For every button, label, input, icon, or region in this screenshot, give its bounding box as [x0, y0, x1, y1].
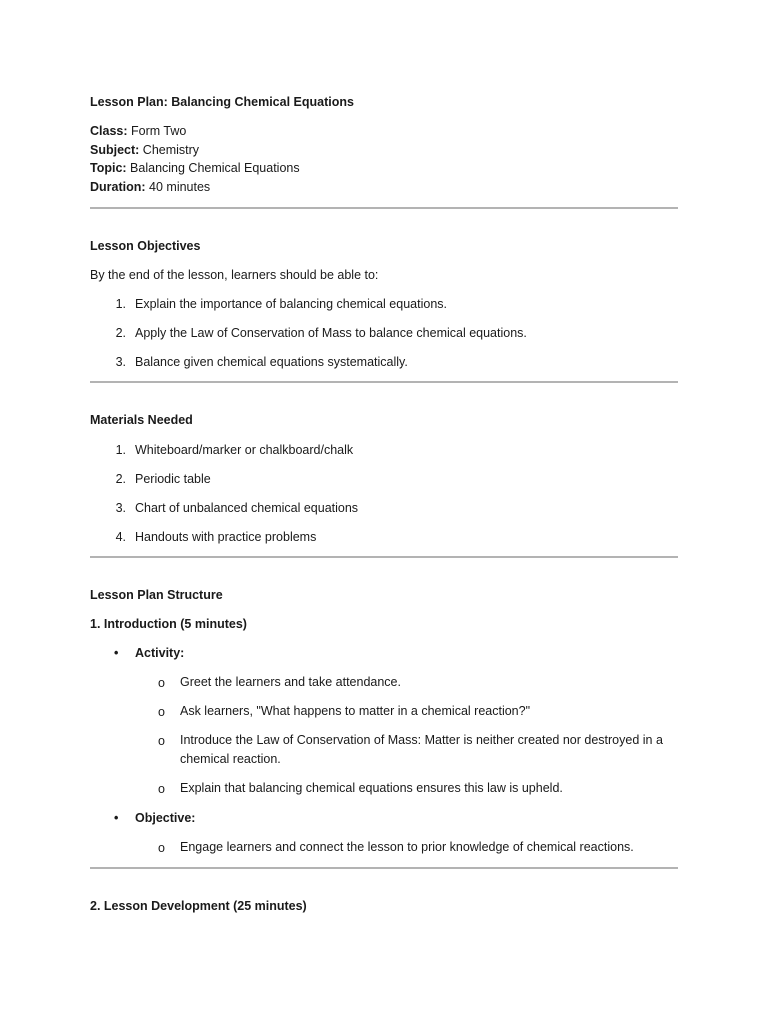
list-item: Ask learners, "What happens to matter in a chemical reaction?" — [180, 704, 531, 718]
introduction-heading: 1. Introduction (5 minutes) — [90, 617, 247, 631]
objectives-intro: By the end of the lesson, learners should be able to: — [90, 268, 379, 282]
meta-class — [90, 123, 186, 139]
list-item: Handouts with practice problems — [135, 530, 317, 544]
list-item: Whiteboard/marker or chalkboard/chalk — [135, 443, 354, 457]
list-item: Periodic table — [135, 472, 211, 486]
list-item: Explain that balancing chemical equations ensures this law is upheld. — [180, 781, 563, 795]
meta-topic-label: Topic: — [90, 161, 127, 175]
list-number: 4. — [115, 530, 126, 544]
meta-subject-value: Chemistry — [139, 143, 200, 157]
section-divider — [90, 867, 678, 869]
bullet-marker: • — [114, 646, 119, 660]
sub-bullet-marker: o — [158, 705, 165, 719]
list-number: 3. — [115, 355, 126, 369]
document-title: Lesson Plan: Balancing Chemical Equations — [90, 95, 354, 109]
list-item: Greet the learners and take attendance. — [180, 675, 401, 689]
meta-duration — [90, 179, 210, 195]
structure-heading: Lesson Plan Structure — [90, 588, 223, 602]
development-heading: 2. Lesson Development (25 minutes) — [90, 899, 307, 913]
sub-bullet-marker: o — [158, 841, 165, 855]
meta-subject-label: Subject: — [90, 143, 140, 157]
bullet-marker: • — [114, 811, 119, 825]
activity-label: Activity: — [135, 646, 185, 660]
sub-bullet-marker: o — [158, 676, 165, 690]
meta-class-value: Form Two — [127, 124, 187, 138]
list-number: 2. — [115, 472, 126, 486]
meta-topic — [90, 160, 300, 176]
list-item: Engage learners and connect the lesson to prior knowledge of chemical reactions. — [180, 840, 634, 854]
list-item: Chart of unbalanced chemical equations — [135, 501, 359, 515]
section-divider — [90, 556, 678, 558]
meta-topic-value: Balancing Chemical Equations — [126, 161, 300, 175]
list-item: Explain the importance of balancing chemical equations. — [135, 297, 447, 311]
section-divider — [90, 207, 678, 209]
section-divider — [90, 381, 678, 383]
meta-subject — [90, 142, 199, 158]
materials-heading: Materials Needed — [90, 413, 193, 427]
sub-bullet-marker: o — [158, 782, 165, 796]
list-item: Introduce the Law of Conservation of Mass: Matter is neither created nor destroyed in a chemical reaction. — [180, 733, 663, 766]
meta-duration-value: 40 minutes — [145, 180, 211, 194]
list-item: Apply the Law of Conservation of Mass to balance chemical equations. — [135, 326, 527, 340]
meta-duration-label: Duration: — [90, 180, 146, 194]
objectives-heading: Lesson Objectives — [90, 239, 201, 253]
list-number: 2. — [115, 326, 126, 340]
list-item: Balance given chemical equations systematically. — [135, 355, 408, 369]
list-number: 1. — [115, 297, 126, 311]
list-number: 3. — [115, 501, 126, 515]
meta-class-label: Class: — [90, 124, 128, 138]
sub-bullet-marker: o — [158, 734, 165, 748]
list-number: 1. — [115, 443, 126, 457]
objective-label: Objective: — [135, 811, 196, 825]
